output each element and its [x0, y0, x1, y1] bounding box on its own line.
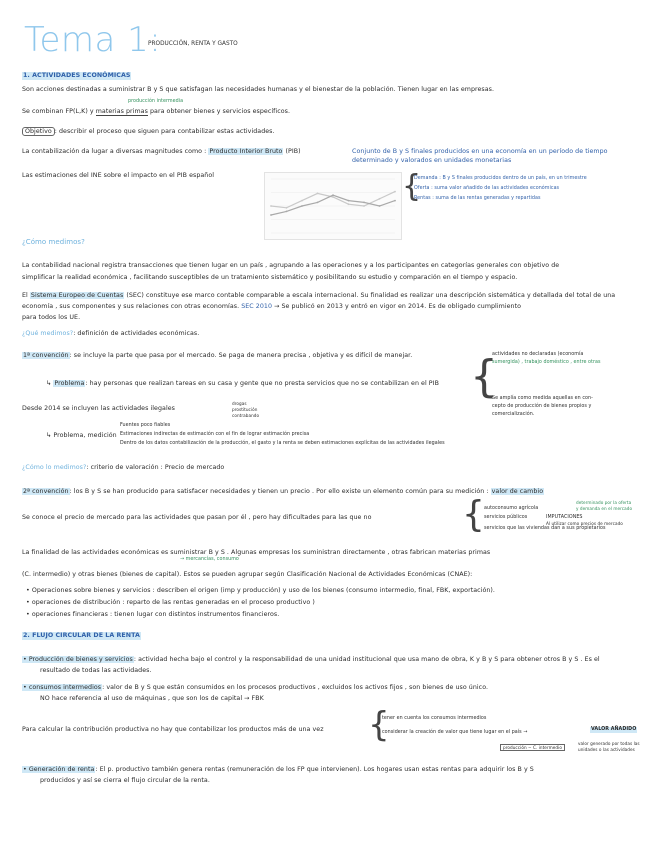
ilegal-drogas: drogas	[232, 401, 247, 406]
chart-point-1-1	[270, 205, 272, 207]
page-subtitle: PRODUCCIÓN, RENTA Y GASTO	[148, 41, 238, 47]
c1-right-3: comercialización.	[492, 412, 535, 417]
chart-point-1-3	[301, 200, 303, 202]
e1-imputaciones: IMPUTACIONES	[546, 515, 583, 520]
brace-2: {	[470, 351, 498, 402]
op-bienes: • Operaciones sobre bienes y servicios : describen el origen (imp y producción) y uso de los bienes (consumo intermedio, final, FBK, exportación).	[26, 587, 495, 594]
f2-line: (C. intermedio) y otras bienes (bienes de capital). Estos se pueden agrupar según Clasificación Nacional de Actividades Económicas (CNAE):	[22, 571, 473, 578]
pib-oferta: Oferta : suma valor añadido de las actividades económicas	[414, 186, 560, 191]
s1-magnitudes: La contabilización da lugar a diversas magnitudes como : Producto Interior Bruto (PIB)	[22, 148, 301, 155]
pib-chart-svg	[265, 173, 401, 239]
pib-definition-2: determinado y valorados en unidades monetarias	[352, 157, 512, 164]
op-financieras: • operaciones financieras : tienen lugar con distintos instrumentos financieros.	[26, 611, 280, 618]
chart-series-line-2	[271, 195, 395, 215]
convencion-2: 2ª convención: los B y S se han producido para satisfacer necesidades y tienen un precio . Por ello existe un elemento común para su medición : valor de cambio	[23, 488, 544, 495]
ilegal-prostitucion: prostitución	[232, 407, 258, 412]
section-2-heading: 2. FLUJO CIRCULAR DE LA RENTA	[23, 632, 140, 639]
s2-consumos: • consumos intermedios: valor de B y S que están consumidos en los procesos productivos , excluidos los activos fijos , son bienes de uso único.	[23, 684, 489, 691]
c2-note-2: y demanda en el mercado	[576, 506, 633, 511]
ine-estimations: Las estimaciones del INE sobre el impacto en el PIB español	[22, 172, 215, 179]
c1-right-2: cepto de producción de bienes propios y	[492, 404, 592, 409]
chart-point-1-9	[394, 191, 396, 193]
e1-imputaciones-note: Al utilizar como precios de mercado	[546, 521, 623, 526]
s2-produccion-2: resultado de todas las actividades.	[40, 667, 152, 674]
s1-line-1: Son acciones destinadas a suministrar B y S que satisfagan las necesidades humanas y el bienestar de la población. Tienen lugar en las empresas.	[22, 86, 495, 93]
s1-p3: El Sistema Europeo de Cuentas (SEC) constituye ese marco contable comparable a escala internacional. Su finalidad es realizar una descripción sistemática y detallada del total de una	[22, 292, 616, 299]
s1-objective: Objetivo : describir el proceso que siguen para contabilizar estas actividades.	[22, 128, 275, 136]
c1-note-1: actividades no declaradas (economía	[492, 352, 584, 357]
chart-point-2-8	[379, 205, 381, 207]
b1-formula: producción − C. intermedio	[500, 744, 565, 751]
chart-point-2-3	[301, 205, 303, 207]
s2-generacion-2: producidos y así se cierra el flujo circular de la renta.	[40, 777, 210, 784]
s2-generacion: • Generación de renta: El p. productivo también genera rentas (remuneración de los FP que intervienen). Los hogares usan estas rentas para adquirir los B y S	[23, 766, 534, 773]
pib-rentas: Rentas : suma de las rentas generadas y repartidas	[414, 196, 541, 201]
f1-note: → mercancías, consumo	[180, 557, 239, 562]
ilegales: Desde 2014 se incluyen las actividades ilegales	[22, 405, 175, 412]
c2-note-1: determinado por la oferta	[576, 500, 632, 505]
d2-b: Estimaciones indirectas de estimación con el fin de lograr estimación precisa	[120, 432, 310, 437]
chart-point-2-5	[332, 194, 334, 196]
s1-p5: para todos los UE.	[22, 314, 81, 321]
chart-point-2-6	[348, 200, 350, 202]
d2-a: Fuentes poco fiables	[120, 423, 171, 428]
s1-p1: La contabilidad nacional registra transacciones que tienen lugar en un país , agrupando a las operaciones y a los participantes en categorías generales con objetivo de	[22, 262, 560, 269]
s2-consumos-2: NO hace referencia al uso de máquinas , que son los de capital → FBK	[40, 695, 264, 702]
chart-point-1-6	[348, 203, 350, 205]
pib-demanda: Demanda : B y S finales producidos dentro de un país, en un trimestre	[414, 176, 587, 181]
brace-4: {	[368, 705, 390, 745]
chart-point-1-4	[317, 193, 319, 195]
s1-p4: economía , sus componentes y sus relaciones con otras economías. SEC 2010 → Se publicó en 2013 y entró en vigor en 2014. Es de obligado cumplimiento	[22, 303, 522, 310]
ilegal-contrabando: contrabando	[232, 413, 260, 418]
s1-p2: simplificar la realidad económica , facilitando susceptibles de un tratamiento sistemático y posibilitando su estudio y comparación en el tiempo y espacio.	[22, 274, 518, 281]
pib-chart	[264, 172, 402, 240]
e1-servicios: servicios públicos	[484, 515, 528, 520]
d2-c: Dentro de los datos contabilización de la producción, el gasto y la renta se deben estimaciones explícitas de las actividades ilegales	[120, 441, 445, 446]
e1-viviendas: servicios que las viviendas dan a sus propietarios	[484, 526, 606, 531]
brace-1: {	[402, 169, 422, 204]
chart-point-1-5	[332, 196, 334, 198]
op-distribucion: • operaciones de distribución : reparto de las rentas generadas en el proceso productivo )	[26, 599, 315, 606]
s2-contribucion: Para calcular la contribución productiva no hay que contabilizar los productos más de una vez	[22, 726, 324, 733]
b1-f: unidades o las actividades	[578, 747, 635, 752]
convencion-1: 1ª convención: se incluye la parte que pasa por el mercado. Se paga de manera precisa , objetiva y es difícil de manejar.	[23, 352, 413, 359]
chart-point-2-1	[270, 214, 272, 216]
page-title: Tema 1:	[24, 20, 162, 60]
b1-e: valor generado por todas las	[578, 741, 640, 746]
s1-note-produccion: producción intermedia	[128, 99, 184, 104]
chart-point-1-7	[363, 205, 365, 207]
s2-produccion: • Producción de bienes y servicios: actividad hecha bajo el control y la responsabilidad de una unidad institucional que usa mano de obra, K y B y S para obtener otros B y S . Es el	[23, 656, 600, 663]
question-como-lo-medimos: ¿Cómo lo medimos?: criterio de valoración : Precio de mercado	[22, 464, 225, 471]
s1-line-2: Se combinan FP(L,K) y materias primas para obtener bienes y servicios específicos.	[22, 108, 290, 115]
chart-point-2-9	[394, 200, 396, 202]
c1-problem: ↳ Problema: hay personas que realizan tareas en su casa y gente que no presta servicios que no se contabilizan en el PIB	[46, 380, 439, 387]
c1-note-2: sumergida) , trabajo doméstico , entre otras	[492, 360, 601, 365]
question-que-medimos: ¿Qué medimos?: definición de actividades económicas.	[22, 330, 200, 337]
e1-autoconsumo: autoconsumo agrícola	[484, 506, 539, 511]
chart-point-2-4	[317, 202, 319, 204]
c1-right-1: Se amplía como medida aquellas en con-	[492, 396, 593, 401]
valor-anadido: VALOR AÑADIDO	[591, 727, 637, 732]
chart-point-1-8	[379, 198, 381, 200]
section-1-heading: 1. ACTIVIDADES ECONÓMICAS	[23, 72, 131, 79]
b1-a: tener en cuenta los consumos intermedios	[382, 716, 487, 721]
chart-point-2-7	[363, 202, 365, 204]
question-como-medimos: ¿Cómo medimos?	[22, 238, 85, 246]
b1-b: considerar la creación de valor que tiene lugar en el país →	[382, 730, 528, 735]
pib-definition-1: Conjunto de B y S finales producidos en una economía en un período de tiempo	[352, 148, 608, 155]
f1-line: La finalidad de las actividades económicas es suministrar B y S . Algunas empresas los suministran directamente , otras fabrican materias primas	[22, 549, 491, 556]
chart-point-2-2	[286, 211, 288, 213]
e1-line: Se conoce el precio de mercado para las actividades que pasan por él , pero hay dificultades para las que no	[22, 514, 372, 521]
d2-problem: ↳ Problema, medición	[46, 432, 117, 439]
brace-3: {	[462, 494, 485, 535]
chart-point-1-2	[286, 207, 288, 209]
